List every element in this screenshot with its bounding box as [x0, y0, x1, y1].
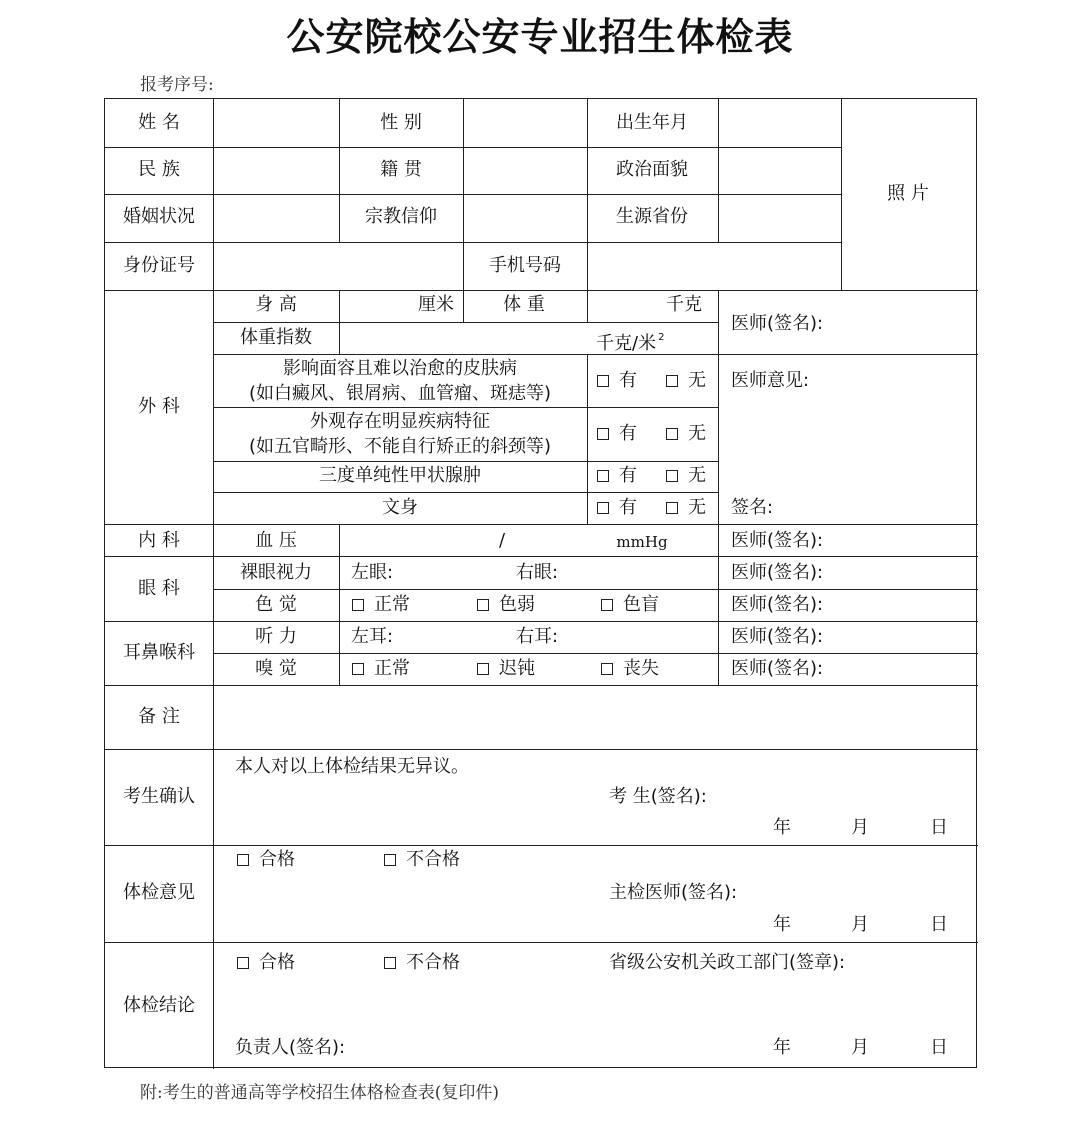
- police-dept-seal-label: 省级公安机关政工部门(签章):: [609, 952, 846, 973]
- opinion-year: 年: [773, 914, 791, 935]
- conclusion-pass-option[interactable]: 合格: [237, 952, 295, 974]
- thyroid-yes-checkbox[interactable]: [597, 470, 609, 482]
- name-label: 姓 名: [138, 112, 180, 133]
- hearing-doctor-sign-label: 医师(签名):: [731, 626, 824, 647]
- smell-lost-option[interactable]: 丧失: [601, 658, 659, 680]
- bmi-unit-exponent: 2: [658, 332, 665, 343]
- appearance-disease-label: 外观存在明显疾病特征: [310, 411, 490, 432]
- conclusion-fail-option[interactable]: 不合格: [384, 952, 460, 974]
- internal-doctor-sign-label: 医师(签名):: [731, 530, 824, 551]
- candidate-sign-label: 考 生(签名):: [609, 786, 707, 807]
- thyroid-label: 三度单纯性甲状腺肿: [319, 465, 481, 486]
- photo-box-label: 照 片: [887, 183, 929, 204]
- exam-conclusion-label: 体检结论: [123, 995, 195, 1016]
- blood-pressure-slash: /: [498, 530, 506, 551]
- opinion-month: 月: [851, 914, 869, 935]
- skin-disease-label: 影响面容且难以治愈的皮肤病: [283, 358, 517, 379]
- appearance-yes-option[interactable]: 有: [597, 423, 637, 445]
- left-ear-label: 左耳:: [351, 626, 394, 647]
- surgery-section-label: 外 科: [138, 396, 180, 417]
- doctor-opinion-label: 医师意见:: [731, 370, 810, 391]
- surgery-sign-label: 签名:: [731, 497, 774, 518]
- color-blind-option[interactable]: 色盲: [601, 594, 659, 616]
- tattoo-label: 文身: [382, 497, 418, 518]
- appearance-no-option[interactable]: 无: [666, 423, 706, 445]
- weight-unit: 千克: [666, 294, 702, 315]
- opinion-fail-checkbox[interactable]: [384, 854, 396, 866]
- skin-no-checkbox[interactable]: [666, 375, 678, 387]
- exam-opinion-label: 体检意见: [123, 882, 195, 903]
- bmi-label: 体重指数: [240, 327, 312, 348]
- form-title: 公安院校公安专业招生体检表: [286, 14, 794, 59]
- confirm-year: 年: [773, 817, 791, 838]
- responsible-person-sign-label: 负责人(签名):: [235, 1037, 346, 1058]
- left-eye-label: 左眼:: [351, 562, 394, 583]
- hearing-label: 听 力: [255, 626, 297, 647]
- chief-doctor-sign-label: 主检医师(签名):: [609, 882, 738, 903]
- right-ear-label: 右耳:: [516, 626, 559, 647]
- conclusion-day: 日: [930, 1037, 948, 1058]
- color-weak-checkbox[interactable]: [477, 599, 489, 611]
- internal-section-label: 内 科: [138, 530, 180, 551]
- skin-no-option[interactable]: 无: [666, 370, 706, 392]
- remarks-label: 备 注: [138, 706, 180, 727]
- color-vision-label: 色 觉: [255, 594, 297, 615]
- ethnicity-label: 民 族: [138, 159, 180, 180]
- surgery-doctor-sign-label: 医师(签名):: [731, 313, 824, 334]
- skin-yes-checkbox[interactable]: [597, 375, 609, 387]
- vision-doctor-sign-label: 医师(签名):: [731, 562, 824, 583]
- source-province-label: 生源省份: [616, 206, 688, 227]
- ent-section-label: 耳鼻喉科: [123, 642, 195, 663]
- thyroid-yes-option[interactable]: 有: [597, 465, 637, 487]
- right-eye-label: 右眼:: [516, 562, 559, 583]
- thyroid-no-option[interactable]: 无: [666, 465, 706, 487]
- height-unit: 厘米: [418, 294, 454, 315]
- color-normal-checkbox[interactable]: [352, 599, 364, 611]
- blood-pressure-label: 血 压: [255, 530, 297, 551]
- conclusion-fail-checkbox[interactable]: [384, 957, 396, 969]
- gender-label: 性 别: [380, 112, 422, 133]
- smell-normal-checkbox[interactable]: [352, 663, 364, 675]
- color-doctor-sign-label: 医师(签名):: [731, 594, 824, 615]
- appearance-disease-examples: (如五官畸形、不能自行矫正的斜颈等): [248, 436, 552, 457]
- eye-section-label: 眼 科: [138, 578, 180, 599]
- skin-disease-examples: (如白癜风、银屑病、血管瘤、斑痣等): [248, 383, 552, 404]
- opinion-pass-checkbox[interactable]: [237, 854, 249, 866]
- smell-slow-checkbox[interactable]: [477, 663, 489, 675]
- opinion-day: 日: [930, 914, 948, 935]
- weight-label: 体 重: [503, 294, 545, 315]
- marital-status-label: 婚姻状况: [123, 206, 195, 227]
- appearance-yes-checkbox[interactable]: [597, 428, 609, 440]
- bmi-unit: 千克/米 $^2$: [596, 332, 665, 354]
- religion-label: 宗教信仰: [365, 206, 437, 227]
- phone-number-label: 手机号码: [489, 255, 561, 276]
- smell-lost-checkbox[interactable]: [601, 663, 613, 675]
- tattoo-no-checkbox[interactable]: [666, 502, 678, 514]
- conclusion-pass-checkbox[interactable]: [237, 957, 249, 969]
- political-status-label: 政治面貌: [616, 159, 688, 180]
- smell-label: 嗅 觉: [255, 658, 297, 679]
- thyroid-no-checkbox[interactable]: [666, 470, 678, 482]
- height-label: 身 高: [255, 294, 297, 315]
- tattoo-yes-checkbox[interactable]: [597, 502, 609, 514]
- opinion-fail-option[interactable]: 不合格: [384, 849, 460, 871]
- tattoo-yes-option[interactable]: 有: [597, 497, 637, 519]
- id-number-label: 身份证号: [123, 255, 195, 276]
- confirm-day: 日: [930, 817, 948, 838]
- tattoo-no-option[interactable]: 无: [666, 497, 706, 519]
- opinion-pass-option[interactable]: 合格: [237, 849, 295, 871]
- color-blind-checkbox[interactable]: [601, 599, 613, 611]
- attachment-note: 附:考生的普通高等学校招生体格检查表(复印件): [140, 1083, 499, 1103]
- conclusion-year: 年: [773, 1037, 791, 1058]
- serial-number-label: 报考序号:: [140, 75, 214, 95]
- native-place-label: 籍 贯: [380, 159, 422, 180]
- conclusion-month: 月: [851, 1037, 869, 1058]
- skin-yes-option[interactable]: 有: [597, 370, 637, 392]
- naked-eye-vision-label: 裸眼视力: [240, 562, 312, 583]
- color-normal-option[interactable]: 正常: [352, 594, 410, 616]
- smell-slow-option[interactable]: 迟钝: [477, 658, 535, 680]
- blood-pressure-unit: mmHg: [616, 533, 668, 551]
- birth-date-label: 出生年月: [616, 112, 688, 133]
- smell-doctor-sign-label: 医师(签名):: [731, 658, 824, 679]
- candidate-confirm-label: 考生确认: [123, 786, 195, 807]
- appearance-no-checkbox[interactable]: [666, 428, 678, 440]
- color-weak-option[interactable]: 色弱: [477, 594, 535, 616]
- confirm-month: 月: [851, 817, 869, 838]
- confirm-statement: 本人对以上体检结果无异议。: [235, 756, 469, 777]
- smell-normal-option[interactable]: 正常: [352, 658, 410, 680]
